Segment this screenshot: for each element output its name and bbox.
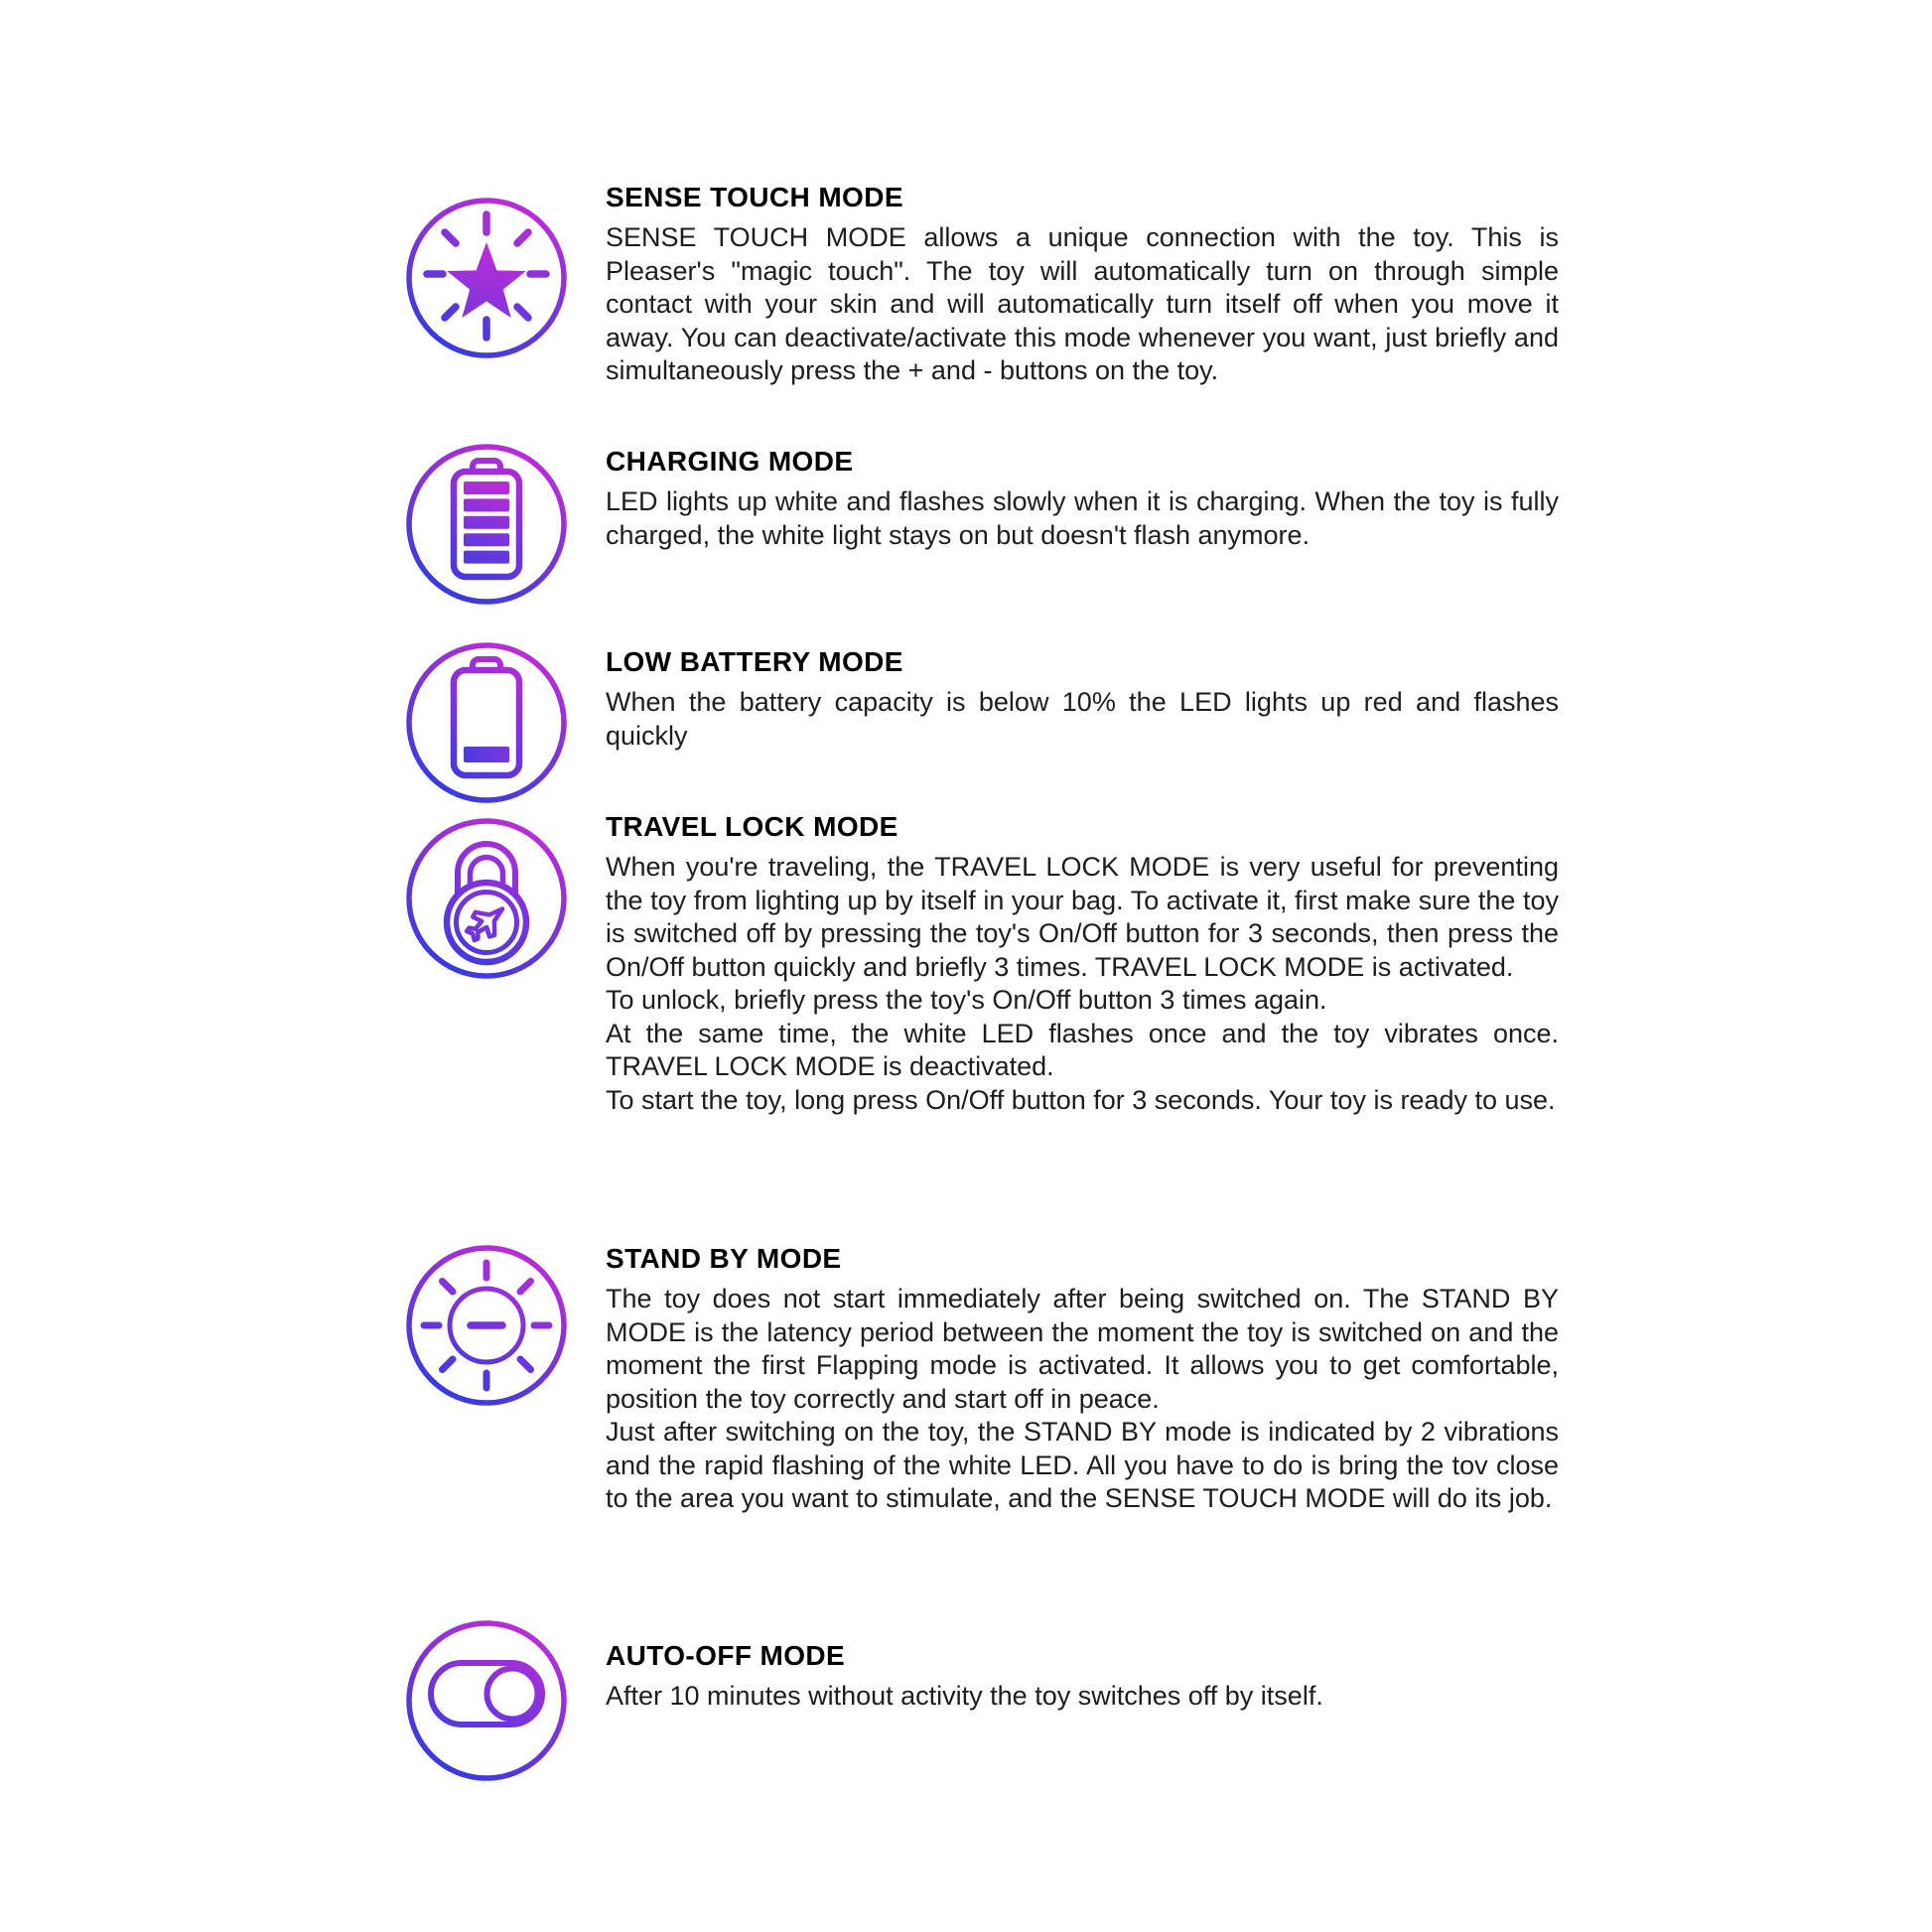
section-body: SENSE TOUCH MODE allows a unique connection with the toy. This is Pleaser's "magic touch". The toy will automatically turn on through simple contact with your skin and will automatically turn itself off when you move it away. You can deactivate/activate this mode whenever you want, just briefly and simultaneously press the + and - buttons on the toy. (606, 222, 1559, 385)
section-body: When the battery capacity is below 10% the LED lights up red and flashes quickly (606, 687, 1559, 751)
section-body: At the same time, the white LED flashes once and the toy vibrates once. TRAVEL LOCK MODE is deactivated. (606, 1018, 1559, 1081)
section-title: CHARGING MODE (606, 446, 854, 477)
section-body: The toy does not start immediately after being switched on. The STAND BY MODE is the latency period between the moment the toy is switched on and the moment the first Flapping mode is activated. It allows you to get comfortable, position the toy correctly and start off in peace. (606, 1284, 1559, 1414)
section-title: STAND BY MODE (606, 1243, 842, 1274)
travel-lock-icon (402, 814, 571, 983)
section-body: After 10 minutes without activity the toy switches off by itself. (606, 1681, 1323, 1711)
toggle-switch-icon (402, 1616, 571, 1785)
section-title: TRAVEL LOCK MODE (606, 811, 898, 842)
battery-low-icon (402, 638, 571, 807)
section-title: LOW BATTERY MODE (606, 646, 903, 677)
section-body: When you're traveling, the TRAVEL LOCK MODE is very useful for preventing the toy from lighting up by itself in your bag. To activate it, first make sure the toy is switched off by pressing the toy's On/Off button for 3 seconds, then press the On/Off button quickly and briefly 3 times. TRAVEL LOCK MODE is activated. (606, 852, 1559, 982)
star-burst-icon (402, 194, 571, 362)
battery-charging-icon (402, 440, 571, 609)
standby-sun-icon (402, 1241, 571, 1410)
section-title: AUTO-OFF MODE (606, 1640, 846, 1671)
section-body: Just after switching on the toy, the STAND BY mode is indicated by 2 vibrations and the rapid flashing of the white LED. All you have to do is bring the tov close to the area you want to stimulate, and the SENSE TOUCH MODE will do its job. (606, 1417, 1559, 1513)
section-body: LED lights up white and flashes slowly when it is charging. When the toy is fully charged, the white light stays on but doesn't flash anymore. (606, 486, 1559, 550)
section-body: To unlock, briefly press the toy's On/Off button 3 times again. (606, 985, 1327, 1015)
section-body: To start the toy, long press On/Off button for 3 seconds. Your toy is ready to use. (606, 1084, 1556, 1115)
section-title: SENSE TOUCH MODE (606, 182, 903, 212)
